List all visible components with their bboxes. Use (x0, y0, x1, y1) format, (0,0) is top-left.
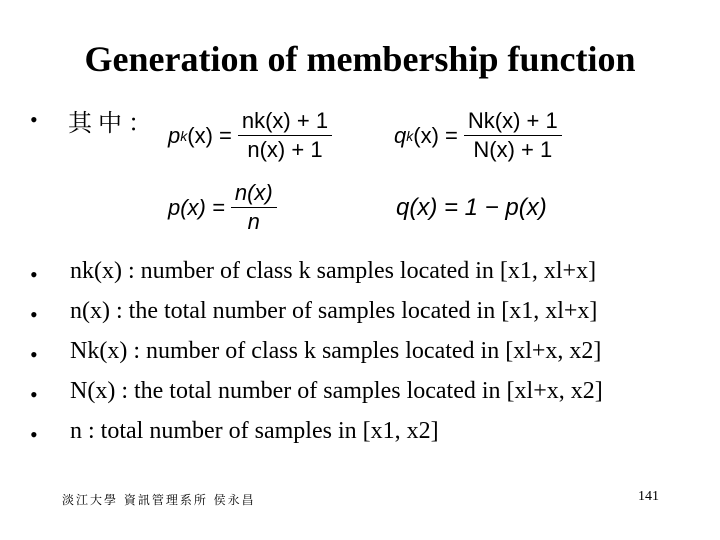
q-expression: q(x) = 1 − p(x) (396, 194, 547, 221)
bullet-dot: • (30, 262, 38, 287)
bullet-dot: • (30, 107, 38, 132)
qk-denominator: N(x) + 1 (473, 137, 553, 162)
formula-qk (394, 108, 562, 163)
definition-text: n(x) : the total number of samples located in [x1, xl+x] (70, 298, 598, 324)
qk-fraction (464, 108, 562, 163)
pk-subscript: k (180, 127, 188, 144)
qk-arg: (x) = (413, 122, 458, 148)
slide-title: Generation of membership function (84, 39, 636, 79)
qk-numerator: Nk(x) + 1 (464, 108, 562, 136)
definition-text: N(x) : the total number of samples located in [xl+x, x2] (70, 378, 603, 404)
formula-q (396, 194, 547, 222)
bullet-dot: • (30, 302, 38, 327)
bullet-dot: • (30, 422, 38, 447)
bullet-dot: • (30, 382, 38, 407)
formula-p (168, 180, 277, 235)
footer-text: 淡江大學 資訊管理系所 侯永昌 (62, 493, 256, 507)
p-denominator: n (247, 209, 260, 234)
p-numerator: n(x) (231, 180, 277, 208)
p-fraction (231, 180, 277, 235)
definition-text: nk(x) : number of class k samples located in [x1, xl+x] (70, 258, 597, 284)
bullet-dot: • (30, 342, 38, 367)
definition-text: n : total number of samples in [x1, x2] (70, 418, 439, 444)
page-number: 141 (638, 489, 659, 504)
pk-arg: (x) = (187, 122, 232, 148)
pk-numerator: nk(x) + 1 (238, 108, 332, 136)
formula-pk (168, 108, 332, 163)
pk-fraction (238, 108, 332, 163)
p-lhs: p(x) = (168, 194, 225, 220)
intro-text: 其中： (68, 109, 158, 137)
pk-lhs: p (168, 122, 181, 148)
definition-text: Nk(x) : number of class k samples located in [xl+x, x2] (70, 338, 602, 364)
pk-denominator: n(x) + 1 (247, 137, 323, 162)
qk-subscript: k (406, 127, 414, 144)
qk-lhs: q (394, 122, 407, 148)
